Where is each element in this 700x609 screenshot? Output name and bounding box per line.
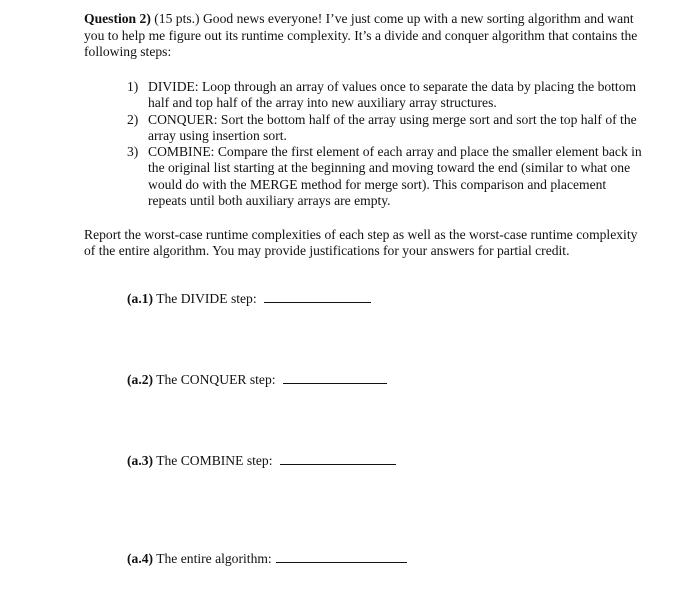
question-label: Question 2) (84, 11, 151, 26)
answer-entire-algorithm (127, 551, 407, 567)
step-text: CONQUER: Sort the bottom half of the array using merge sort and sort the top half of the array using insertion sort. (148, 111, 637, 143)
answer-prompt: The COMBINE step: (156, 453, 273, 468)
step-text: COMBINE: Compare the first element of each array and place the smaller element back in the original list starting at the beginning and moving toward the end (similar to what one would do with the MERGE method for merge sort). This comparison and placement repeats until both auxiliary arrays are empty. (148, 144, 642, 209)
step-number: 1) (127, 79, 139, 94)
answer-conquer (127, 372, 387, 388)
answer-blank-line (283, 382, 387, 384)
answer-blank-line (264, 301, 371, 303)
answer-prompt: The CONQUER step: (156, 372, 276, 387)
report-instructions: Report the worst-case runtime complexities of each step as well as the worst-case runtime complexity of the entire algorithm. You may provide justifications for your answers for partial credit. (84, 227, 638, 259)
answer-blank-line (276, 561, 407, 563)
answer-label: (a.1) (127, 291, 154, 306)
answer-label: (a.3) (127, 453, 154, 468)
step-number: 2) (127, 111, 139, 127)
answer-divide (127, 291, 371, 307)
answer-prompt: The DIVIDE step: (156, 291, 257, 306)
question-text: Good news everyone! I’ve just come up with a new sorting algorithm and want you to help me figure out its runtime complexity. It’s a divide and conquer algorithm that contains the following steps: (84, 11, 638, 59)
question-points: (15 pts.) (154, 11, 200, 26)
steps-list (127, 79, 647, 209)
answer-combine (127, 453, 396, 469)
answer-blank-line (280, 463, 396, 465)
answer-label: (a.2) (127, 372, 154, 387)
step-number: 3) (127, 144, 139, 160)
question-intro (84, 11, 644, 61)
answer-prompt: The entire algorithm: (156, 551, 272, 566)
step-conquer (127, 112, 647, 145)
step-combine (127, 144, 647, 209)
answer-label: (a.4) (127, 551, 154, 566)
step-text: DIVIDE: Loop through an array of values once to separate the data by placing the bottom half and top half of the array into new auxiliary array structures. (148, 79, 637, 111)
step-divide (127, 79, 647, 112)
